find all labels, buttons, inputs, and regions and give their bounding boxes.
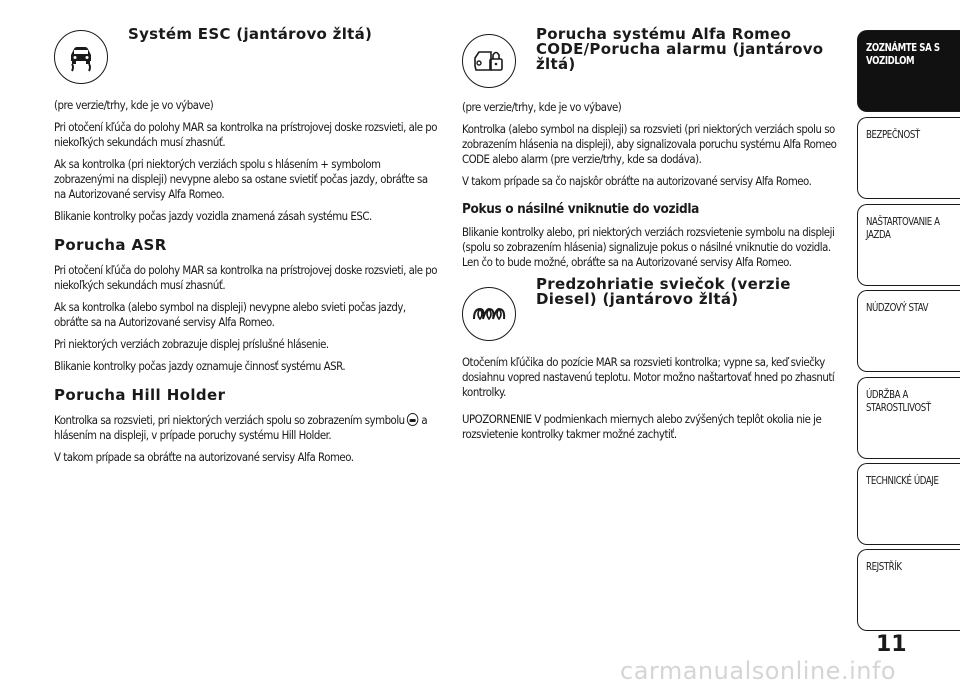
tab-zoznamte-sa-s-vozidlom[interactable]	[857, 30, 960, 112]
tab-rejstrik[interactable]	[857, 549, 960, 631]
hill-holder-title: Porucha Hill Holder	[54, 386, 226, 404]
tab-label: REJSTŘÍK	[866, 561, 902, 573]
hill-holder-body	[54, 413, 442, 465]
tab-label: ZOZNÁMTE SA S VOZIDLOM	[866, 42, 940, 67]
esc-paragraph: Pri otočení kľúča do polohy MAR sa kontrolka na prístrojovej doske rozsvieti, ale po niekoľkých sekundách musí zhasnúť.	[54, 120, 438, 149]
glow-plugs-paragraph: UPOZORNENIE V podmienkach miernych alebo zvýšených teplôt okolia nie je rozsvietenie kontrolky takmer možné zachytiť.	[462, 412, 822, 441]
glow-plugs-body	[462, 355, 840, 442]
tab-label: ÚDRŽBA A STAROSTLIVOSŤ	[866, 389, 931, 414]
asr-paragraph: Pri otočení kľúča do polohy MAR sa kontrolka na prístrojovej doske rozsvieti, ale po niekoľkých sekundách musí zhasnúť.	[54, 263, 438, 292]
tab-technicke-udaje[interactable]	[857, 463, 960, 545]
tab-bezpecnost[interactable]	[857, 117, 960, 199]
tab-label: NÚDZOVÝ STAV	[866, 302, 929, 314]
hill-holder-text-after-icon: a hlásením na displeji, v prípade poruchy systému Hill Holder.	[54, 413, 428, 442]
alfa-code-body	[462, 100, 840, 189]
tab-nudzovy-stav[interactable]	[857, 290, 960, 372]
esc-body	[54, 98, 442, 224]
page-number: 11	[876, 632, 907, 657]
alfa-code-paragraph: V takom prípade sa čo najskôr obráťte na autorizované servisy Alfa Romeo.	[462, 174, 812, 188]
hill-holder-paragraph	[54, 413, 442, 443]
alfa-code-paragraph: (pre verzie/trhy, kde je vo výbave)	[462, 100, 622, 114]
glow-plugs-title: Predzohriatie sviečok (verzie Diesel) (jantárovo žltá)	[536, 275, 791, 308]
asr-paragraph: Ak sa kontrolka (alebo symbol na displeji) nevypne alebo svieti počas jazdy, obráťte sa na Autorizované servisy Alfa Romeo.	[54, 300, 406, 329]
glow-plugs-paragraph: Otočením kľúčika do pozície MAR sa rozsvieti kontrolka; vypne sa, keď sviečky dosiahnu vopred nastavenú teplotu. Motor možno naštartovať hned po zhasnutí kontrolky.	[462, 355, 835, 399]
esc-title: Systém ESC (jantárovo žltá)	[128, 25, 373, 43]
alfa-code-header	[462, 0, 842, 100]
hill-holder-icon	[407, 413, 418, 426]
glow-plugs-header	[462, 277, 842, 355]
chapter-tabs	[857, 0, 960, 686]
asr-paragraph: Pri niektorých verziách zobrazuje displej príslušné hlásenie.	[54, 337, 329, 351]
asr-body	[54, 263, 442, 374]
esc-header	[54, 0, 444, 86]
alfa-code-paragraph: Kontrolka (alebo symbol na displeji) sa rozsvieti (pri niektorých verziách spolu so zobrazením hlásenia na displeji), aby signalizovala poruchu systému Alfa Romeo CODE alebo alarm (pre verzie/trhy, kde sa dodáva).	[462, 122, 837, 166]
tab-nastartovanie-a-jazda[interactable]	[857, 204, 960, 286]
asr-title: Porucha ASR	[54, 236, 167, 254]
hill-holder-paragraph: V takom prípade sa obráťte na autorizované servisy Alfa Romeo.	[54, 450, 354, 464]
esc-paragraph: Ak sa kontrolka (pri niektorých verziách spolu s hlásením + symbolom zobrazenými na displeji) nevypne alebo sa ostane svietiť počas jazdy, obráťte sa na Autorizované servisy Alfa Romeo.	[54, 157, 428, 201]
car-padlock-icon	[462, 34, 516, 88]
right-column	[462, 0, 842, 449]
esc-paragraph: Blikanie kontrolky počas jazdy vozidla znamená zásah systému ESC.	[54, 209, 372, 223]
alfa-code-title: Porucha systému Alfa Romeo CODE/Porucha alarmu (jantárovo žltá)	[536, 25, 824, 73]
break-in-title: Pokus o násilné vniknutie do vozidla	[462, 201, 699, 217]
asr-paragraph: Blikanie kontrolky počas jazdy oznamuje činnosť systému ASR.	[54, 359, 346, 373]
break-in-paragraph: Blikanie kontrolky alebo, pri niektorých verziách rozsvietenie symbolu na displeji (spolu so zobrazením hlásenia) signalizuje pokus o násilné vniknutie do vozidla. Len čo to bude možné, obráťte sa na Autorizované servisy Alfa Romeo.	[462, 225, 835, 269]
skidding-car-icon	[54, 30, 108, 84]
tab-label: NAŠTARTOVANIE A JAZDA	[866, 216, 940, 241]
tab-label: BEZPEČNOSŤ	[866, 129, 920, 141]
tab-label: TECHNICKÉ ÚDAJE	[866, 475, 939, 487]
tab-udrzba-a-starostlivost[interactable]	[857, 377, 960, 459]
watermark: carmanualsonline.info	[620, 657, 897, 685]
left-column	[54, 0, 444, 472]
esc-paragraph: (pre verzie/trhy, kde je vo výbave)	[54, 98, 214, 112]
hill-holder-text-before-icon: Kontrolka sa rozsvieti, pri niektorých verziách spolu so zobrazením symbolu	[54, 413, 405, 427]
glow-plug-coil-icon	[462, 287, 516, 341]
break-in-body	[462, 225, 840, 270]
